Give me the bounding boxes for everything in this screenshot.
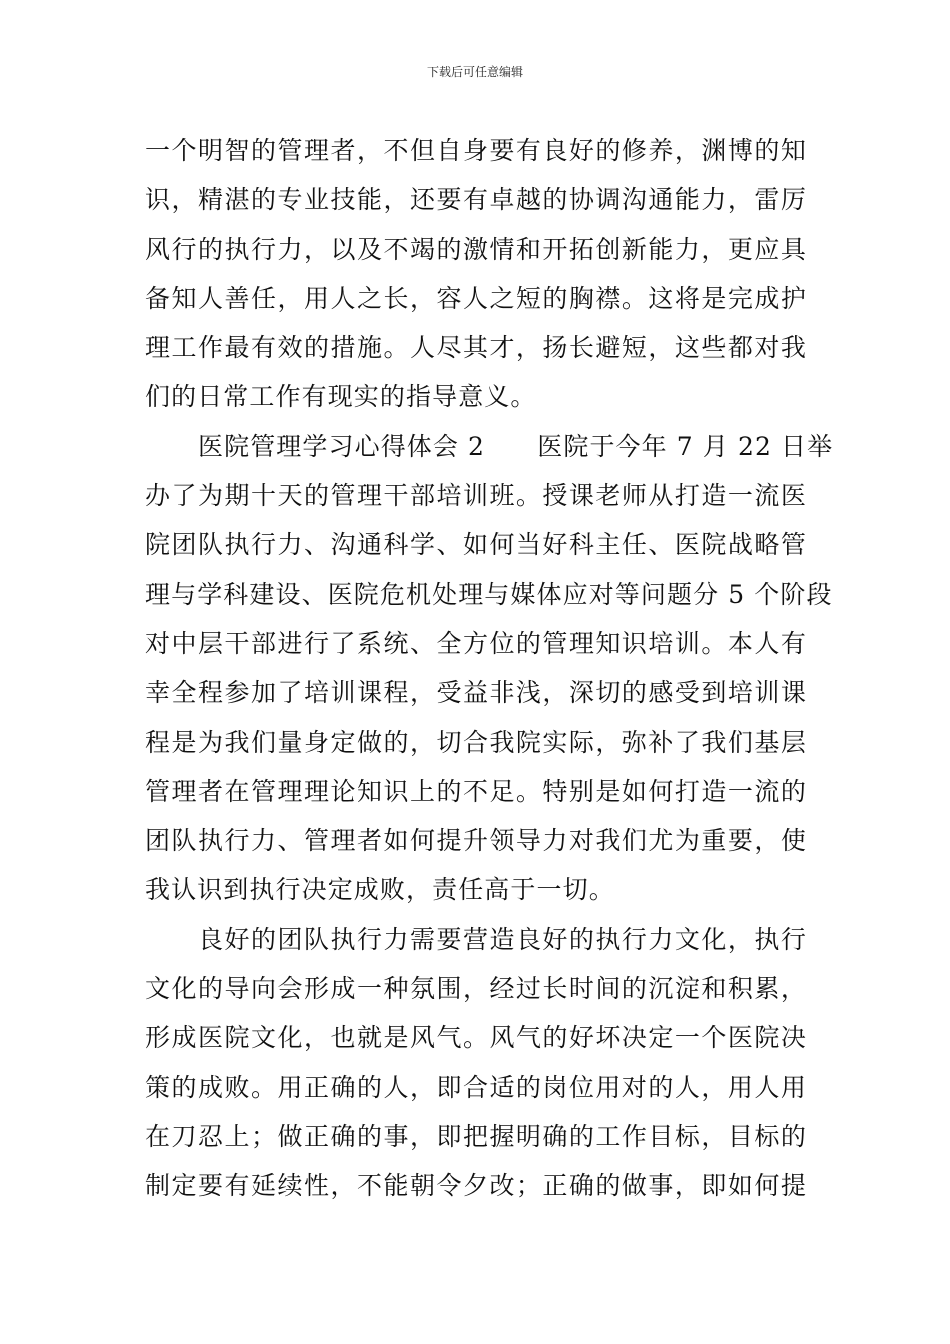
- text-line: 良好的团队执行力需要营造良好的执行力文化，执行: [198, 924, 807, 954]
- text-line: 对中层干部进行了系统、全方位的管理知识培训。本人有: [145, 628, 807, 658]
- document-body: [145, 126, 834, 1211]
- text-line: 一个明智的管理者，不但自身要有良好的修养，渊博的知: [145, 136, 807, 165]
- text-line: 策的成败。用正确的人，即合适的岗位用对的人，用人用: [145, 1072, 807, 1102]
- text-line: 办了为期十天的管理干部培训班。授课老师从打造一流医: [145, 481, 807, 511]
- text-line: 形成医院文化，也就是风气。风气的好坏决定一个医院决: [145, 1023, 807, 1053]
- text-line: 团队执行力、管理者如何提升领导力对我们尤为重要，使: [145, 826, 807, 856]
- text-line: 我认识到执行决定成败，责任高于一切。: [145, 875, 615, 905]
- text-line: 幸全程参加了培训课程，受益非浅，深切的感受到培训课: [145, 678, 807, 708]
- text-line: 文化的导向会形成一种氛围，经过长时间的沉淀和积累，: [145, 974, 807, 1004]
- text-line: 医院管理学习心得体会 2 医院于今年 7 月 22 日举: [198, 431, 834, 461]
- text-line: 理工作最有效的措施。人尽其才，扬长避短，这些都对我: [145, 333, 807, 363]
- text-line: 们的日常工作有现实的指导意义。: [145, 382, 537, 412]
- paragraph-2: [145, 422, 834, 915]
- text-line: 制定要有延续性，不能朝令夕改；正确的做事，即如何提: [145, 1171, 807, 1201]
- text-line: 理与学科建设、医院危机处理与媒体应对等问题分 5 个阶段: [145, 579, 833, 609]
- text-line: 备知人善任，用人之长，容人之短的胸襟。这将是完成护: [145, 283, 807, 313]
- text-line: 风行的执行力，以及不竭的激情和开拓创新能力，更应具: [145, 234, 807, 264]
- paragraph-3: [145, 915, 807, 1211]
- text-line: 在刀忍上；做正确的事，即把握明确的工作目标，目标的: [145, 1121, 807, 1151]
- text-line: 管理者在管理理论知识上的不足。特别是如何打造一流的: [145, 776, 807, 806]
- text-line: 程是为我们量身定做的，切合我院实际，弥补了我们基层: [145, 727, 807, 757]
- text-line: 识，精湛的专业技能，还要有卓越的协调沟通能力，雷厉: [145, 185, 807, 215]
- text-line: 院团队执行力、沟通科学、如何当好科主任、医院战略管: [145, 530, 807, 560]
- paragraph-1: [145, 126, 807, 422]
- page-header: 下载后可任意编辑: [426, 65, 523, 79]
